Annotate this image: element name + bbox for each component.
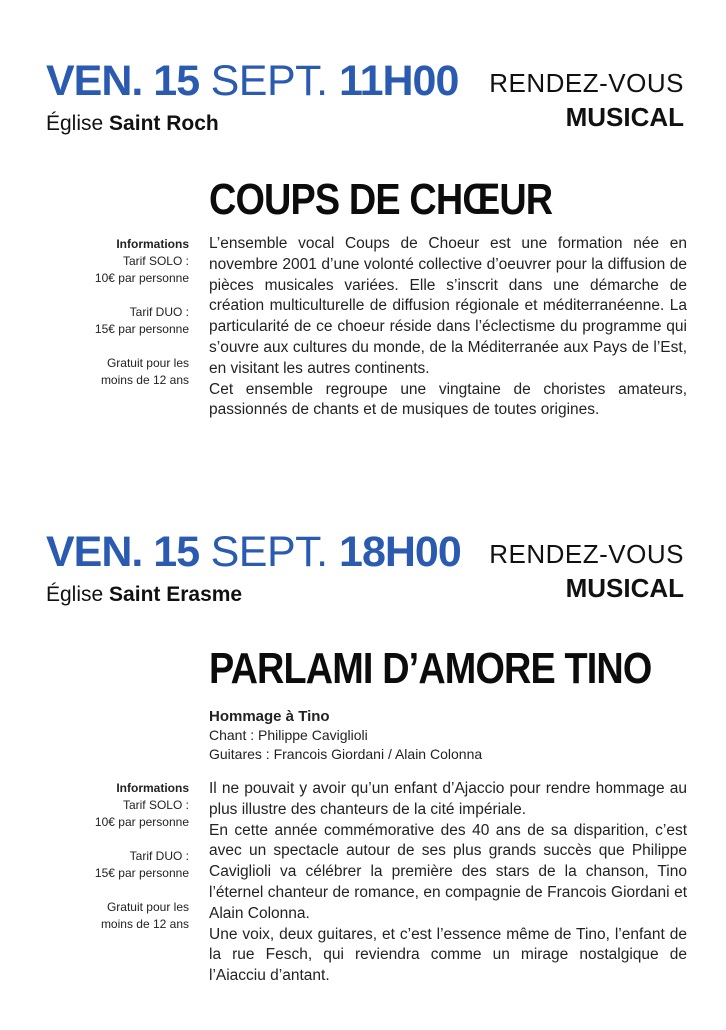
event-venue: [46, 583, 242, 607]
duo-price: 15€ par personne: [94, 866, 189, 880]
event-info: [40, 236, 189, 389]
venue-prefix: Église: [46, 112, 104, 135]
event-title: PARLAMI D’AMORE TINO: [209, 644, 652, 693]
free-line2: moins de 12 ans: [100, 373, 189, 387]
duo-price: 15€ par personne: [94, 322, 189, 336]
event-credits: [209, 707, 687, 764]
free-line1: Gratuit pour les: [106, 900, 189, 914]
category-line1: RENDEZ-VOUS: [489, 68, 684, 98]
date-day: VEN. 15: [46, 528, 200, 576]
description-paragraph: Il ne pouvait y avoir qu’un enfant d’Ajaccio pour rendre hommage au plus illustre des chanteurs de la cité impériale.: [209, 780, 687, 818]
date-month: SEPT.: [210, 57, 328, 105]
solo-label: Tarif SOLO :: [122, 254, 189, 268]
venue-name: Saint Erasme: [109, 583, 243, 606]
credit-vocals: Chant : Philippe Caviglioli: [209, 727, 368, 743]
event-description: [209, 234, 687, 421]
free-line1: Gratuit pour les: [106, 356, 189, 370]
solo-price: 10€ par personne: [94, 815, 189, 829]
duo-label: Tarif DUO :: [129, 849, 189, 863]
event-date: [46, 529, 461, 575]
free-line2: moins de 12 ans: [100, 917, 189, 931]
event-subtitle: Hommage à Tino: [209, 708, 330, 725]
event-description: [209, 779, 687, 987]
date-month: SEPT.: [210, 528, 328, 576]
category-line2: MUSICAL: [565, 573, 684, 603]
info-heading: Informations: [116, 237, 189, 251]
event-category: [489, 66, 684, 134]
description-paragraph: Cet ensemble regroupe une vingtaine de choristes amateurs, passionnés de chants et de musiques de toutes origines.: [209, 380, 687, 419]
event-title: COUPS DE CHŒUR: [209, 175, 553, 224]
info-heading: Informations: [116, 781, 189, 795]
description-paragraph: En cette année commémorative des 40 ans de sa disparition, c’est avec un spectacle autour de ses plus grands succès que Philippe Caviglioli va célébrer la première des stars de la chanson, Tino l’éternel chanteur de romance, en compagnie de Francois Giordani et Alain Colonna.: [209, 821, 687, 922]
solo-label: Tarif SOLO :: [122, 798, 189, 812]
event-category: [489, 537, 684, 605]
category-line1: RENDEZ-VOUS: [489, 539, 684, 569]
event-venue: [46, 112, 219, 136]
event-info: [40, 780, 189, 933]
solo-price: 10€ par personne: [94, 271, 189, 285]
credit-guitars: Guitares : Francois Giordani / Alain Colonna: [209, 746, 483, 762]
date-time: 18H00: [339, 528, 461, 576]
description-paragraph: Une voix, deux guitares, et c’est l’essence même de Tino, l’enfant de la rue Fesch, qui reviendra comme un mirage nostalgique de l’Aiacciu d’antant.: [209, 925, 687, 985]
category-line2: MUSICAL: [565, 102, 684, 132]
date-time: 11H00: [339, 57, 459, 105]
event-date: [46, 58, 458, 104]
venue-prefix: Église: [46, 583, 104, 606]
date-day: VEN. 15: [46, 57, 200, 105]
description-paragraph: L’ensemble vocal Coups de Choeur est une formation née en novembre 2001 d’une volonté collective d’oeuvrer pour la diffusion de pièces musicales variées. Elle s’inscrit dans une démarche de création multiculturelle de diffusion régionale et méditerranéenne. La particularité de ce choeur réside dans l’éclectisme du programme qui s’ouvre aux cultures du monde, de la Méditerranée aux Pays de l’Est, en visitant les autres continents.: [209, 235, 687, 377]
venue-name: Saint Roch: [109, 112, 219, 135]
duo-label: Tarif DUO :: [129, 305, 189, 319]
